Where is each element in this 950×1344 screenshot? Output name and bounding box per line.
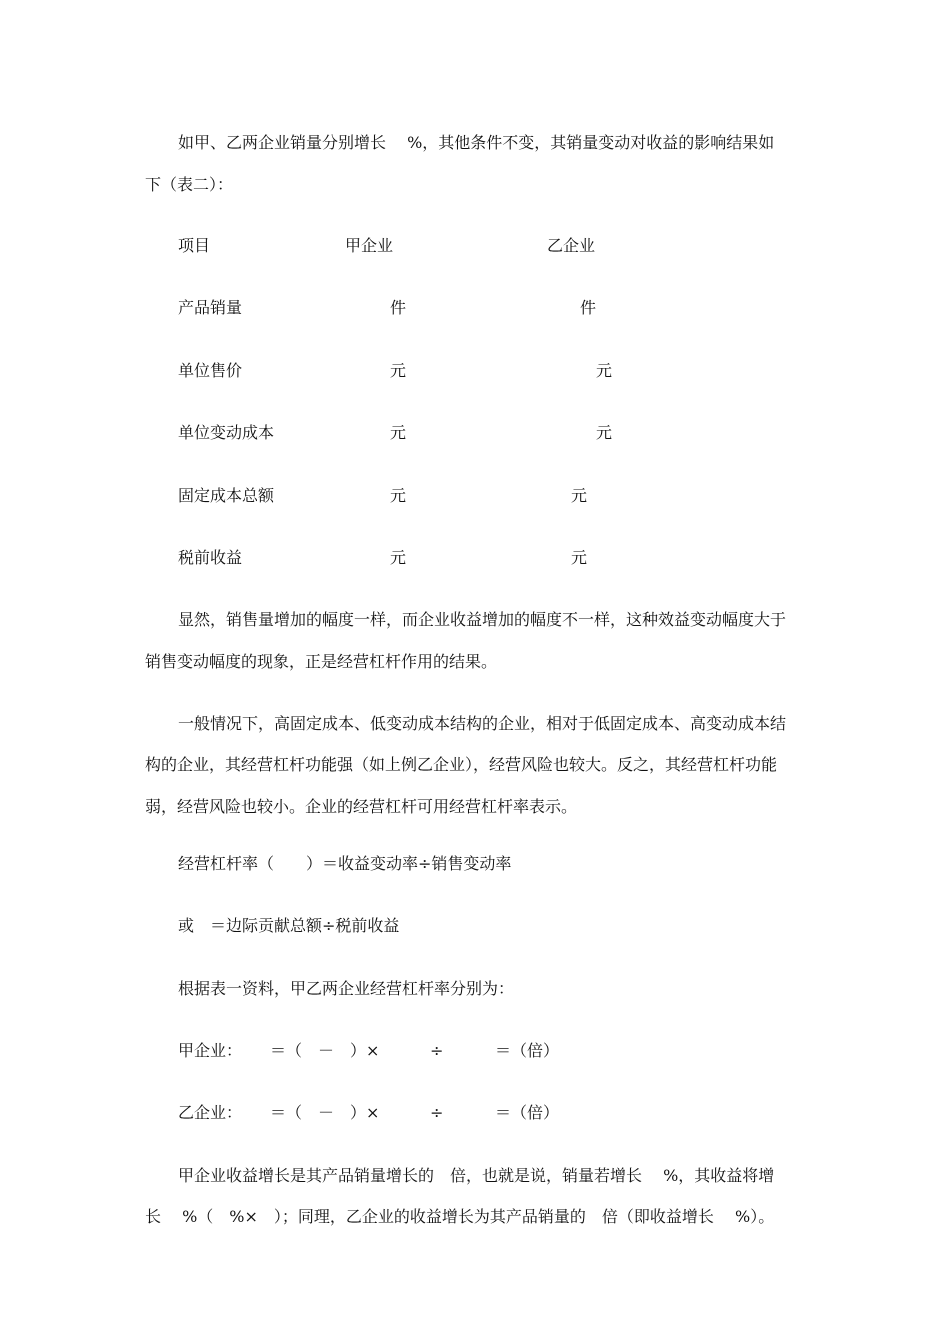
paragraph5-line2: 长 %（ %× ）；同理，乙企业的收益增长为其产品销量的 倍（即收益增长 %）。 <box>145 1207 775 1226</box>
table-row-unit-b: 元 <box>571 548 588 567</box>
paragraph3-line1: 一般情况下，高固定成本、低变动成本结构的企业，相对于低固定成本、高变动成本结 <box>178 714 787 733</box>
table-row-item: 产品销量 <box>178 298 243 317</box>
table-header-company-a: 甲企业 <box>345 236 394 255</box>
paragraph2-line2: 销售变动幅度的现象，正是经营杠杆作用的结果。 <box>145 652 498 671</box>
calc-label: 乙企业： <box>178 1103 243 1122</box>
calc-divide: ÷ <box>430 1103 444 1122</box>
calc-expression: ＝（ － ）× <box>270 1041 380 1060</box>
calc-expression: ＝（ － ）× <box>270 1103 380 1122</box>
calc-divide: ÷ <box>430 1041 444 1060</box>
table-row-unit-a: 件 <box>390 298 407 317</box>
table-row-unit-b: 件 <box>580 298 597 317</box>
table-row-unit-a: 元 <box>390 486 407 505</box>
table-row-item: 税前收益 <box>178 548 243 567</box>
table-header-company-b: 乙企业 <box>547 236 596 255</box>
calc-label: 甲企业： <box>178 1041 243 1060</box>
table-row-unit-b: 元 <box>571 486 588 505</box>
calc-result: ＝（倍） <box>495 1041 560 1060</box>
paragraph2-line1: 显然，销售量增加的幅度一样，而企业收益增加的幅度不一样，这种效益变动幅度大于 <box>178 610 787 629</box>
paragraph3-line3: 弱，经营风险也较小。企业的经营杠杆可用经营杠杆率表示。 <box>145 797 578 816</box>
table-row-item: 单位售价 <box>178 361 243 380</box>
table-row-unit-b: 元 <box>596 361 613 380</box>
table-header-item: 项目 <box>178 236 211 255</box>
paragraph5-line1: 甲企业收益增长是其产品销量增长的 倍，也就是说，销量若增长 %，其收益将增 <box>178 1166 775 1185</box>
paragraph4: 根据表一资料，甲乙两企业经营杠杆率分别为： <box>178 979 515 998</box>
table-row-unit-b: 元 <box>596 423 613 442</box>
paragraph1-line2: 下（表二）： <box>145 175 234 194</box>
paragraph3-line2: 构的企业，其经营杠杆功能强（如上例乙企业），经营风险也较大。反之，其经营杠杆功能 <box>145 755 778 774</box>
calc-result: ＝（倍） <box>495 1103 560 1122</box>
table-row-unit-a: 元 <box>390 548 407 567</box>
table-row-item: 固定成本总额 <box>178 486 275 505</box>
formula-leverage-rate: 经营杠杆率（ ）＝收益变动率÷销售变动率 <box>178 854 512 873</box>
table-row-item: 单位变动成本 <box>178 423 275 442</box>
table-row-unit-a: 元 <box>390 361 407 380</box>
formula-alternative: 或 ＝边际贡献总额÷税前收益 <box>178 916 400 935</box>
table-row-unit-a: 元 <box>390 423 407 442</box>
paragraph1-line1: 如甲、乙两企业销量分别增长 %，其他条件不变，其销量变动对收益的影响结果如 <box>178 133 775 152</box>
